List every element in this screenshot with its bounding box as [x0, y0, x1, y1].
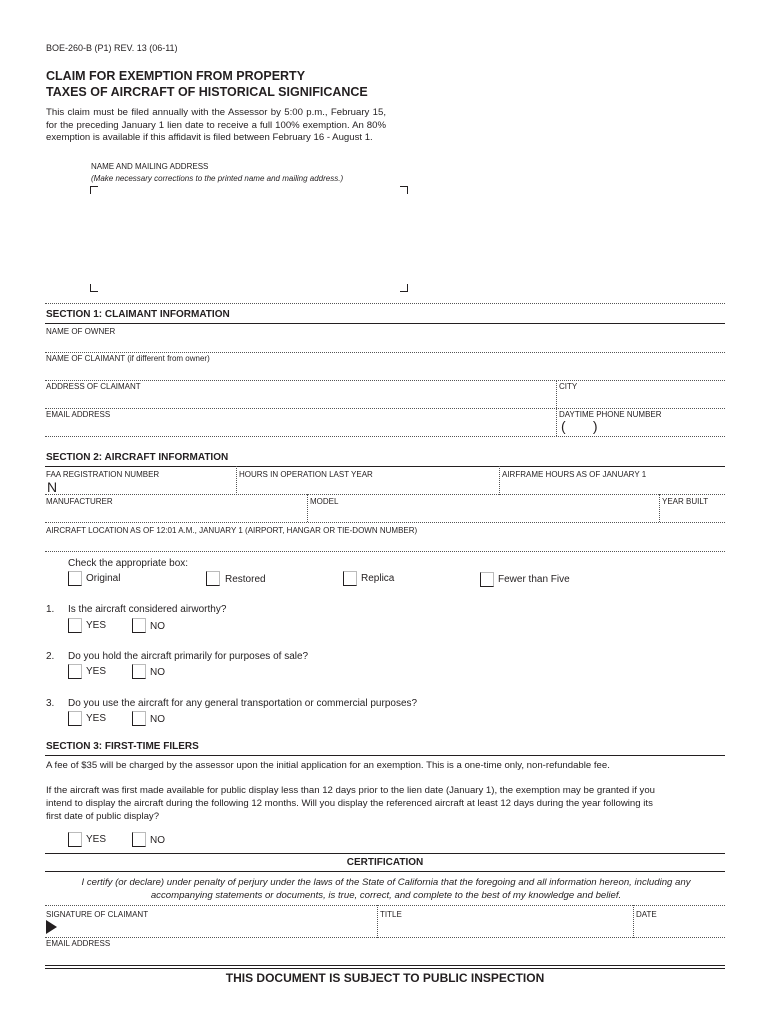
section2-heading: SECTION 2: AIRCRAFT INFORMATION: [46, 452, 229, 463]
corner-top-right: [400, 186, 408, 194]
replica-label: Replica: [361, 573, 395, 584]
replica-checkbox[interactable]: [343, 571, 357, 586]
q3-yes-checkbox[interactable]: [68, 711, 82, 726]
divider-vertical: [377, 905, 378, 938]
q1-no-label: NO: [150, 621, 165, 632]
display-yes-label: YES: [86, 834, 107, 845]
address-of-claimant-label: ADDRESS OF CLAIMANT: [46, 382, 141, 391]
divider-vertical: [307, 494, 308, 522]
model-field[interactable]: [309, 507, 657, 521]
faa-label: FAA REGISTRATION NUMBER: [46, 470, 160, 479]
divider-vertical: [236, 466, 237, 495]
airframe-label: AIRFRAME HOURS AS OF JANUARY 1: [502, 470, 647, 479]
form-number: BOE-260-B (P1) REV. 13 (06-11): [46, 43, 178, 53]
corner-bottom-right: [400, 284, 408, 292]
question1-number: 1.: [46, 604, 55, 615]
fewer-than-five-label: Fewer than Five: [498, 574, 570, 585]
corner-top-left: [90, 186, 98, 194]
name-of-owner-label: NAME OF OWNER: [46, 327, 116, 336]
fee-text: A fee of $35 will be charged by the assessor upon the initial application for an exemption. This is a one-time only, non-refundable fee.: [46, 760, 610, 771]
q1-yes-checkbox[interactable]: [68, 618, 82, 633]
cert-email-field[interactable]: [45, 949, 725, 963]
q2-yes-checkbox[interactable]: [68, 664, 82, 679]
divider-vertical: [659, 494, 660, 522]
divider: [45, 937, 725, 938]
question1-text: Is the aircraft considered airworthy?: [68, 604, 227, 615]
divider: [45, 551, 725, 552]
rule: [45, 466, 725, 467]
divider: [45, 352, 725, 353]
date-field[interactable]: [635, 920, 725, 936]
footer-rule-top: [45, 965, 725, 966]
date-label: DATE: [636, 910, 657, 919]
location-field[interactable]: [45, 537, 725, 551]
divider: [45, 494, 725, 495]
address-label: NAME AND MAILING ADDRESS: [91, 162, 209, 171]
fewer-than-five-checkbox[interactable]: [480, 572, 494, 587]
public-inspection-notice: THIS DOCUMENT IS SUBJECT TO PUBLIC INSPECTION: [225, 971, 545, 985]
manufacturer-field[interactable]: [45, 507, 305, 521]
q3-yes-label: YES: [86, 713, 107, 724]
divider: [45, 408, 725, 409]
question3-text: Do you use the aircraft for any general transportation or commercial purposes?: [68, 698, 418, 709]
signature-field[interactable]: [60, 920, 375, 936]
original-checkbox[interactable]: [68, 571, 82, 586]
phone-label: DAYTIME PHONE NUMBER: [559, 410, 662, 419]
divider: [45, 303, 725, 304]
name-of-claimant-field[interactable]: [45, 365, 725, 380]
rule: [45, 323, 725, 324]
q3-no-checkbox[interactable]: [132, 711, 146, 726]
model-label: MODEL: [310, 497, 339, 506]
faa-field[interactable]: [60, 480, 235, 494]
q1-yes-label: YES: [86, 620, 107, 631]
display-no-checkbox[interactable]: [132, 832, 146, 847]
q2-no-checkbox[interactable]: [132, 664, 146, 679]
divider: [45, 436, 725, 437]
first-display-line2: intend to display the aircraft during the following 12 months. Will you display the referenced aircraft at least 12 days during the year following its: [46, 797, 653, 809]
title-field[interactable]: [379, 920, 631, 936]
footer-rule-bottom: [45, 968, 725, 969]
signature-label: SIGNATURE OF CLAIMANT: [46, 910, 149, 919]
question2-number: 2.: [46, 651, 55, 662]
section3-heading: SECTION 3: FIRST-TIME FILERS: [46, 741, 199, 752]
hours-field[interactable]: [238, 480, 497, 494]
check-prompt: Check the appropriate box:: [68, 558, 189, 569]
address-of-claimant-field[interactable]: [45, 393, 555, 408]
divider: [45, 905, 725, 906]
rule: [45, 853, 725, 854]
form-title-line1: CLAIM FOR EXEMPTION FROM PROPERTY: [46, 69, 306, 83]
cert-email-label: EMAIL ADDRESS: [46, 939, 111, 948]
name-of-owner-field[interactable]: [45, 337, 725, 352]
faa-prefix: N: [47, 479, 58, 495]
hours-label: HOURS IN OPERATION LAST YEAR: [239, 470, 373, 479]
q2-no-label: NO: [150, 667, 165, 678]
q2-yes-label: YES: [86, 666, 107, 677]
city-label: CITY: [559, 382, 578, 391]
q1-no-checkbox[interactable]: [132, 618, 146, 633]
first-display-line3: first date of public display?: [46, 810, 160, 822]
email-label: EMAIL ADDRESS: [46, 410, 111, 419]
first-display-line1: If the aircraft was first made available for public display less than 12 days prior to the lien date (January 1), the exemption may be granted if you: [46, 785, 655, 796]
address-window[interactable]: [90, 186, 408, 292]
question2-text: Do you hold the aircraft primarily for purposes of sale?: [68, 651, 309, 662]
original-label: Original: [86, 573, 121, 584]
name-of-claimant-label: NAME OF CLAIMANT (if different from owner): [46, 354, 210, 363]
certification-line1: I certify (or declare) under penalty of perjury under the laws of the State of California that the foregoing and all information hereon, including any: [81, 877, 691, 888]
airframe-field[interactable]: [501, 480, 725, 494]
q3-no-label: NO: [150, 714, 165, 725]
certification-line2: accompanying statements or documents, is true, correct, and complete to the best of my knowledge and belief.: [150, 890, 622, 901]
section1-heading: SECTION 1: CLAIMANT INFORMATION: [46, 309, 230, 320]
form-title: [46, 68, 466, 100]
divider: [45, 522, 725, 523]
restored-checkbox[interactable]: [206, 571, 220, 586]
display-no-label: NO: [150, 835, 165, 846]
question3-number: 3.: [46, 698, 55, 709]
certification-statement: [46, 876, 726, 902]
title-label: TITLE: [380, 910, 402, 919]
restored-label: Restored: [225, 574, 266, 585]
year-built-field[interactable]: [661, 507, 725, 521]
first-display-question: [46, 785, 726, 823]
certification-heading: CERTIFICATION: [346, 857, 424, 868]
manufacturer-label: MANUFACTURER: [46, 497, 113, 506]
form-title-line2: TAXES OF AIRCRAFT OF HISTORICAL SIGNIFICANCE: [46, 85, 368, 99]
location-label: AIRCRAFT LOCATION AS OF 12:01 A.M., JANUARY 1 (AIRPORT, HANGAR OR TIE-DOWN NUMBER): [46, 526, 418, 535]
rule: [45, 755, 725, 756]
year-built-label: YEAR BUILT: [662, 497, 709, 506]
display-yes-checkbox[interactable]: [68, 832, 82, 847]
email-field[interactable]: [45, 421, 555, 436]
city-field[interactable]: [558, 393, 725, 408]
divider-vertical: [633, 905, 634, 938]
intro-text: This claim must be filed annually with the Assessor by 5:00 p.m., February 15, for the preceding January 1 lien date to receive a full 100% exemption. An 80% exemption is available if this affidavit is filed between February 16 - August 1.: [46, 107, 386, 144]
signature-arrow-icon: [46, 920, 57, 934]
rule: [45, 871, 725, 872]
divider-vertical: [499, 466, 500, 495]
address-note: (Make necessary corrections to the printed name and mailing address.): [91, 174, 344, 183]
corner-bottom-left: [90, 284, 98, 292]
divider: [45, 380, 725, 381]
phone-field[interactable]: ( ): [561, 418, 598, 434]
